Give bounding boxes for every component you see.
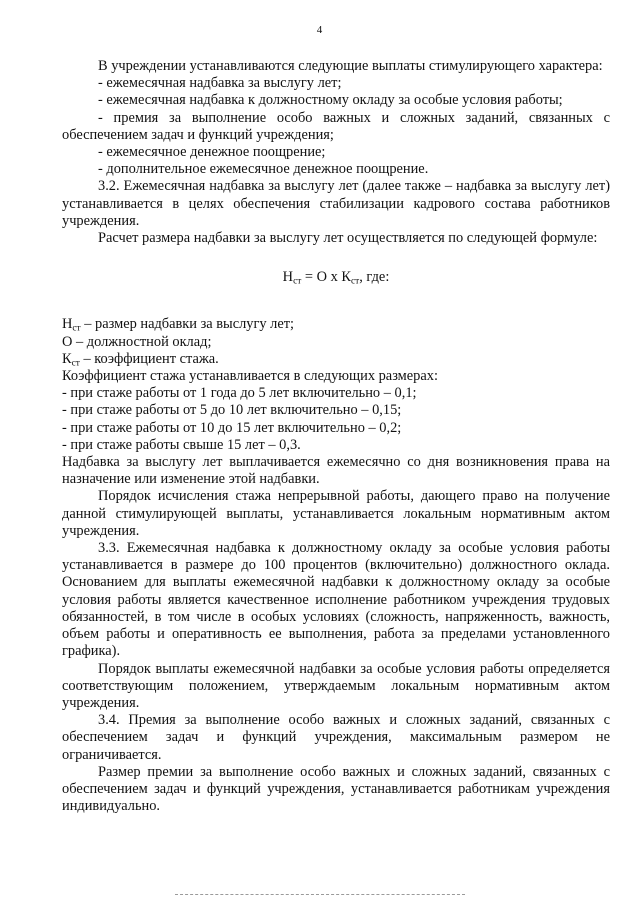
coef-intro: Коэффициент стажа устанавливается в следующих размерах:	[62, 368, 438, 385]
formula-middle: = О х К	[301, 269, 351, 286]
def-text: – размер надбавки за выслугу лет;	[80, 316, 295, 333]
section-3-2: 3.2. Ежемесячная надбавка за выслугу лет (далее также – надбавка за выслугу лет) устанавливается в целях обеспечения стабилизации кадрового состава работников учреждения.	[62, 178, 610, 229]
def-subscript: ст	[72, 323, 81, 334]
page-number: 4	[316, 24, 323, 36]
def-subscript: ст	[71, 358, 80, 369]
intro-paragraph: В учреждении устанавливаются следующие выплаты стимулирующего характера:	[98, 58, 603, 74]
order-3-3-paragraph: Порядок выплаты ежемесячной надбавки за особые условия работы определяется соответствующим положением, утверждаемым локальным нормативным актом учреждения.	[62, 660, 610, 711]
def-symbol: Н	[62, 316, 73, 333]
payment-item: - ежемесячное денежное поощрение;	[98, 144, 326, 161]
def-symbol: К	[62, 350, 72, 367]
payment-item: - премия за выполнение особо важных и сложных заданий, связанных с обеспечением задач и функций учреждения;	[62, 109, 610, 143]
document-body	[62, 58, 610, 815]
formula-h: Н	[282, 269, 294, 286]
footer-divider	[175, 894, 465, 895]
payment-item: - ежемесячная надбавка к должностному окладу за особые условия работы;	[98, 92, 563, 109]
def-symbol: О	[62, 333, 73, 350]
formula-tail: , где:	[359, 269, 390, 286]
calc-intro: Расчет размера надбавки за выслугу лет осуществляется по следующей формуле:	[98, 230, 598, 247]
section-3-3: 3.3. Ежемесячная надбавка к должностному окладу за особые условия работы устанавливается в размере до 100 процентов (включительно) должностного оклада. Основанием для выплаты ежемесячной надбавки к должностному окладу за особые условия работы является качественное исполнение работником учреждения трудовых обязанностей, в том числе в особых условиях (сложность, напряженность, важность, объем работы и оперативность ее выполнения, работа за пределами установленного графика).	[62, 540, 610, 660]
definition-o	[62, 334, 610, 351]
section-3-4: 3.4. Премия за выполнение особо важных и сложных заданий, связанных с обеспечением задач и функций учреждения, максимальным размером не ограничивается.	[62, 712, 610, 763]
monthly-paragraph: Надбавка за выслугу лет выплачивается ежемесячно со дня возникновения права на назначение или изменение этой надбавки.	[62, 454, 610, 488]
order-paragraph: Порядок исчисления стажа непрерывной работы, дающего право на получение данной стимулирующей выплаты, устанавливается локальным нормативным актом учреждения.	[62, 488, 610, 539]
coef-item: - при стаже работы свыше 15 лет – 0,3.	[62, 436, 301, 453]
definition-k	[62, 351, 610, 368]
def-text: – должностной оклад;	[72, 333, 212, 350]
formula-h-sub: ст	[293, 276, 302, 287]
def-text: – коэффициент стажа.	[79, 350, 219, 367]
formula-k-sub: ст	[351, 276, 360, 287]
formula	[62, 269, 610, 286]
definition-h	[62, 316, 610, 333]
coef-item: - при стаже работы от 10 до 15 лет включительно – 0,2;	[62, 419, 402, 436]
premium-size-paragraph: Размер премии за выполнение особо важных и сложных заданий, связанных с обеспечением задач и функций учреждения, устанавливается работникам учреждения индивидуально.	[62, 763, 610, 815]
payment-item: - дополнительное ежемесячное денежное поощрение.	[98, 161, 429, 178]
payment-item: - ежемесячная надбавка за выслугу лет;	[98, 75, 342, 92]
coef-item: - при стаже работы от 5 до 10 лет включительно – 0,15;	[62, 402, 402, 419]
coef-item: - при стаже работы от 1 года до 5 лет включительно – 0,1;	[62, 385, 417, 402]
